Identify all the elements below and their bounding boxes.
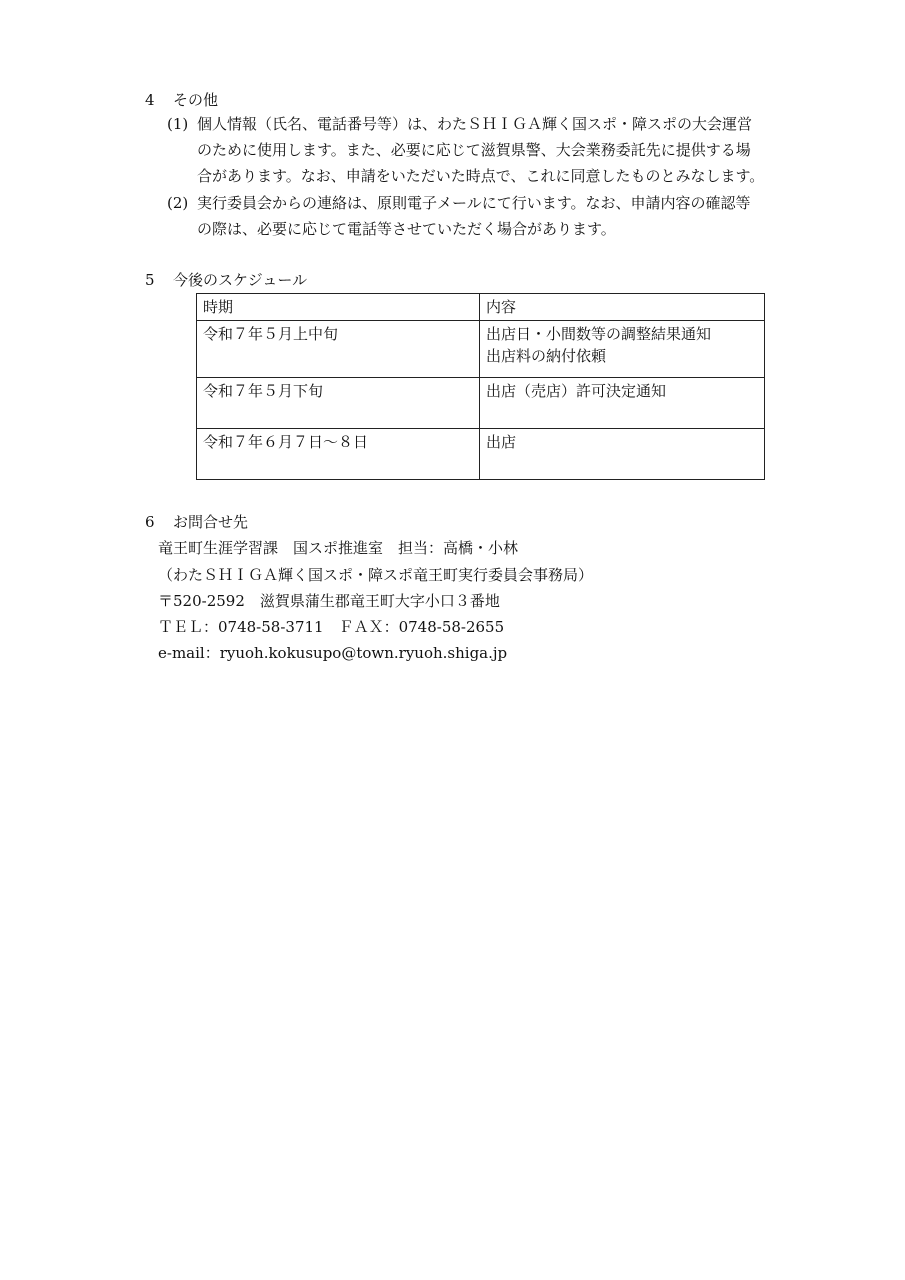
period-cell: 令和７年６月７日～８日 xyxy=(197,429,480,480)
table-row xyxy=(197,378,765,429)
period-cell: 令和７年５月上中旬 xyxy=(197,321,480,378)
contact-phone-fax: ＴＥＬ：0748-58-3711 ＦＡＸ：0748-58-2655 xyxy=(158,618,505,636)
table-row xyxy=(197,321,765,378)
section-6-number: 6 xyxy=(145,513,155,531)
section-4-title: その他 xyxy=(173,91,219,109)
item-2-line-1: 実行委員会からの連絡は、原則電子メールにて行います。なお、申請内容の確認等 xyxy=(197,194,751,212)
section-4-number: 4 xyxy=(145,91,155,109)
contact-office: （わたＳＨＩＧＡ輝く国スポ・障スポ竜王町実行委員会事務局） xyxy=(158,566,594,584)
section-5-number: 5 xyxy=(145,271,155,289)
content-cell xyxy=(480,321,765,378)
table-row xyxy=(197,429,765,480)
header-content: 内容 xyxy=(480,294,765,321)
content-line: 出店料の納付依頼 xyxy=(486,347,607,365)
item-2-marker: (2) xyxy=(167,194,189,212)
item-1-line-1: 個人情報（氏名、電話番号等）は、わたＳＨＩＧＡ輝く国スポ・障スポの大会運営 xyxy=(197,115,753,133)
content-line: 出店（売店）許可決定通知 xyxy=(486,382,667,400)
item-1-line-3: 合があります。なお、申請をいただいた時点で、これに同意したものとみなします。 xyxy=(197,167,765,185)
item-2-line-2: の際は、必要に応じて電話等させていただく場合があります。 xyxy=(197,220,616,238)
contact-department: 竜王町生涯学習課 国スポ推進室 担当：高橋・小林 xyxy=(158,539,519,557)
header-period: 時期 xyxy=(197,294,480,321)
contact-address: 〒520-2592 滋賀県蒲生郡竜王町大字小口３番地 xyxy=(158,592,500,610)
content-cell xyxy=(480,378,765,429)
content-line: 出店日・小間数等の調整結果通知 xyxy=(486,325,712,343)
content-cell xyxy=(480,429,765,480)
item-1-marker: (1) xyxy=(167,115,189,133)
section-6-title: お問合せ先 xyxy=(173,513,249,531)
item-1-line-2: のために使用します。また、必要に応じて滋賀県警、大会業務委託先に提供する場 xyxy=(197,141,751,159)
section-5-title: 今後のスケジュール xyxy=(173,271,308,289)
schedule-table xyxy=(196,293,765,480)
table-header-row xyxy=(197,294,765,321)
contact-email: e-mail：ryuoh.kokusupo@town.ryuoh.shiga.jp xyxy=(158,644,508,662)
period-cell: 令和７年５月下旬 xyxy=(197,378,480,429)
content-line: 出店 xyxy=(486,433,517,451)
